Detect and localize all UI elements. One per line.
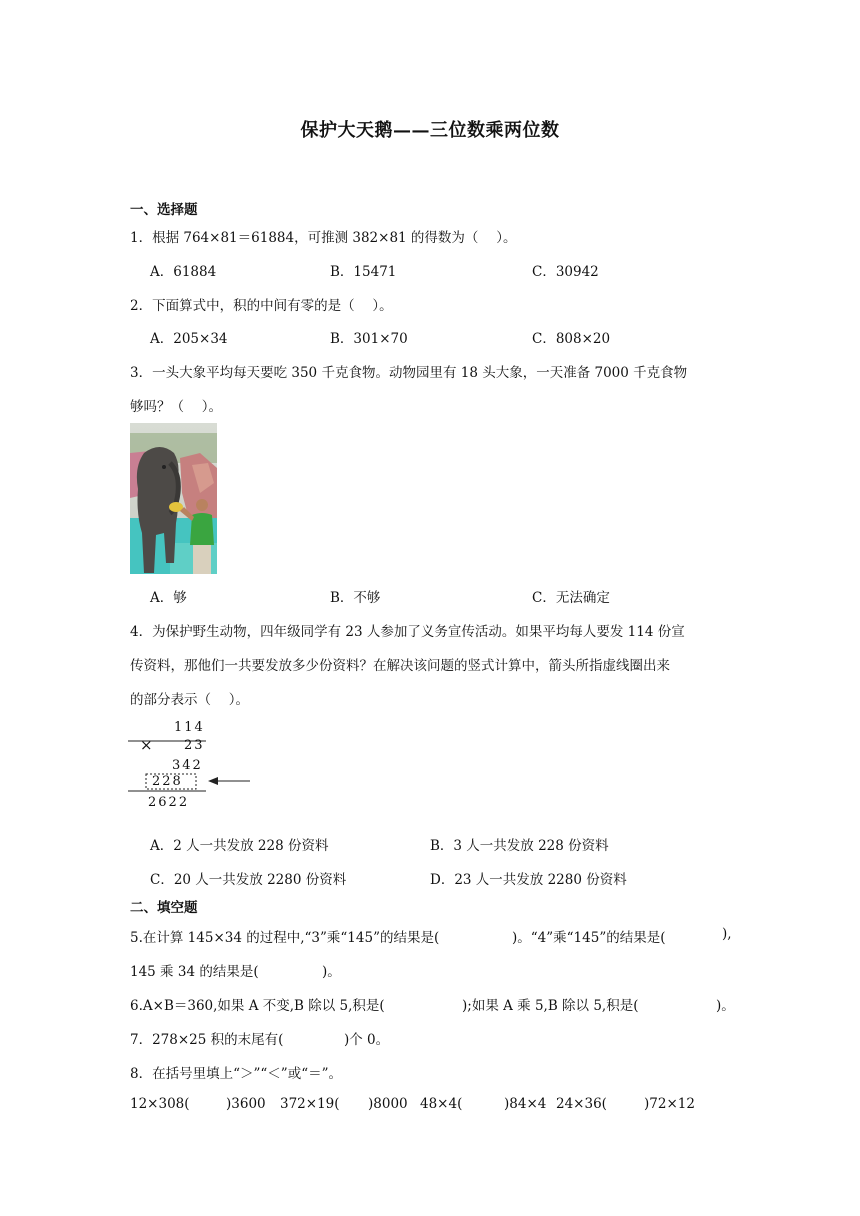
q3-option-b: B．不够 — [330, 590, 381, 606]
q7-part-a: 7．278×25 积的末尾有( — [130, 1032, 284, 1048]
q5-line-1-part-a: 5.在计算 145×34 的过程中,“3”乘“145”的结果是( — [130, 930, 440, 946]
q2-option-a: A．205×34 — [150, 331, 228, 347]
q2-option-b: B．301×70 — [330, 331, 408, 347]
q4-option-c: C．20 人一共发放 2280 份资料 — [150, 872, 347, 888]
multiply-sign: × — [140, 736, 153, 754]
q4-option-d: D．23 人一共发放 2280 份资料 — [430, 872, 627, 888]
question-3-line-1: 3．一头大象平均每天要吃 350 千克食物。动物园里有 18 头大象，一天准备 7000 千克食物 — [130, 365, 688, 381]
page-title: 保护大天鹅——三位数乘两位数 — [300, 120, 560, 141]
multiplier: 23 — [184, 738, 205, 753]
q8-item-1-right: )3600 — [226, 1096, 266, 1112]
final-product: 2622 — [148, 795, 190, 810]
question-4-line-2: 传资料，那他们一共要发放多少份资料？在解决该问题的竖式计算中，箭头所指虚线圈出来 — [130, 658, 670, 674]
q6-part-c: )。 — [716, 998, 735, 1014]
question-3-line-2: 够吗？（ ）。 — [130, 399, 223, 415]
q3-option-c: C．无法确定 — [532, 590, 610, 606]
q7-part-b: )个 0。 — [344, 1032, 390, 1048]
q1-option-b: B．15471 — [330, 264, 397, 280]
q8-item-2-right: )8000 — [368, 1096, 408, 1112]
partial-product-2-circled: 228 — [152, 774, 183, 789]
question-8: 8．在括号里填上“＞”“＜”或“＝”。 — [130, 1066, 342, 1082]
q1-option-c: C．30942 — [532, 264, 599, 280]
q5-line-2-part-a: 145 乘 34 的结果是( — [130, 964, 259, 980]
q8-item-4-right: )72×12 — [644, 1096, 695, 1112]
q2-option-c: C．808×20 — [532, 331, 611, 347]
q8-item-3-right: )84×4 — [504, 1096, 547, 1112]
elephant-feeding-photo — [130, 423, 217, 574]
vertical-multiplication — [126, 718, 256, 818]
q8-item-4-left: 24×36( — [556, 1096, 607, 1112]
question-1: 1．根据 764×81＝61884，可推测 382×81 的得数为（ ）。 — [130, 230, 517, 246]
partial-product-1: 342 — [172, 758, 203, 773]
q8-item-1-left: 12×308( — [130, 1096, 190, 1112]
multiplicand: 114 — [174, 720, 205, 735]
q8-item-2-left: 372×19( — [280, 1096, 340, 1112]
q5-line-1-part-c: ), — [722, 926, 732, 942]
q3-option-a: A．够 — [150, 590, 187, 606]
q5-line-1-part-b: )。“4”乘“145”的结果是( — [512, 930, 666, 946]
question-2: 2．下面算式中，积的中间有零的是（ ）。 — [130, 298, 393, 314]
q1-option-a: A．61884 — [150, 264, 217, 280]
q4-option-a: A．2 人一共发放 228 份资料 — [150, 838, 329, 854]
q5-line-2-part-b: )。 — [322, 964, 341, 980]
q6-part-a: 6.A×B＝360,如果 A 不变,B 除以 5,积是( — [130, 998, 385, 1014]
q6-part-b: );如果 A 乘 5,B 除以 5,积是( — [462, 998, 639, 1014]
q8-item-3-left: 48×4( — [420, 1096, 463, 1112]
section-fill-heading: 二、填空题 — [130, 900, 198, 916]
question-4-line-1: 4．为保护野生动物，四年级同学有 23 人参加了义务宣传活动。如果平均每人要发 114 份宣 — [130, 624, 685, 640]
q4-option-b: B．3 人一共发放 228 份资料 — [430, 838, 609, 854]
section-choice-heading: 一、选择题 — [130, 202, 198, 218]
question-4-line-3: 的部分表示（ ）。 — [130, 692, 250, 708]
